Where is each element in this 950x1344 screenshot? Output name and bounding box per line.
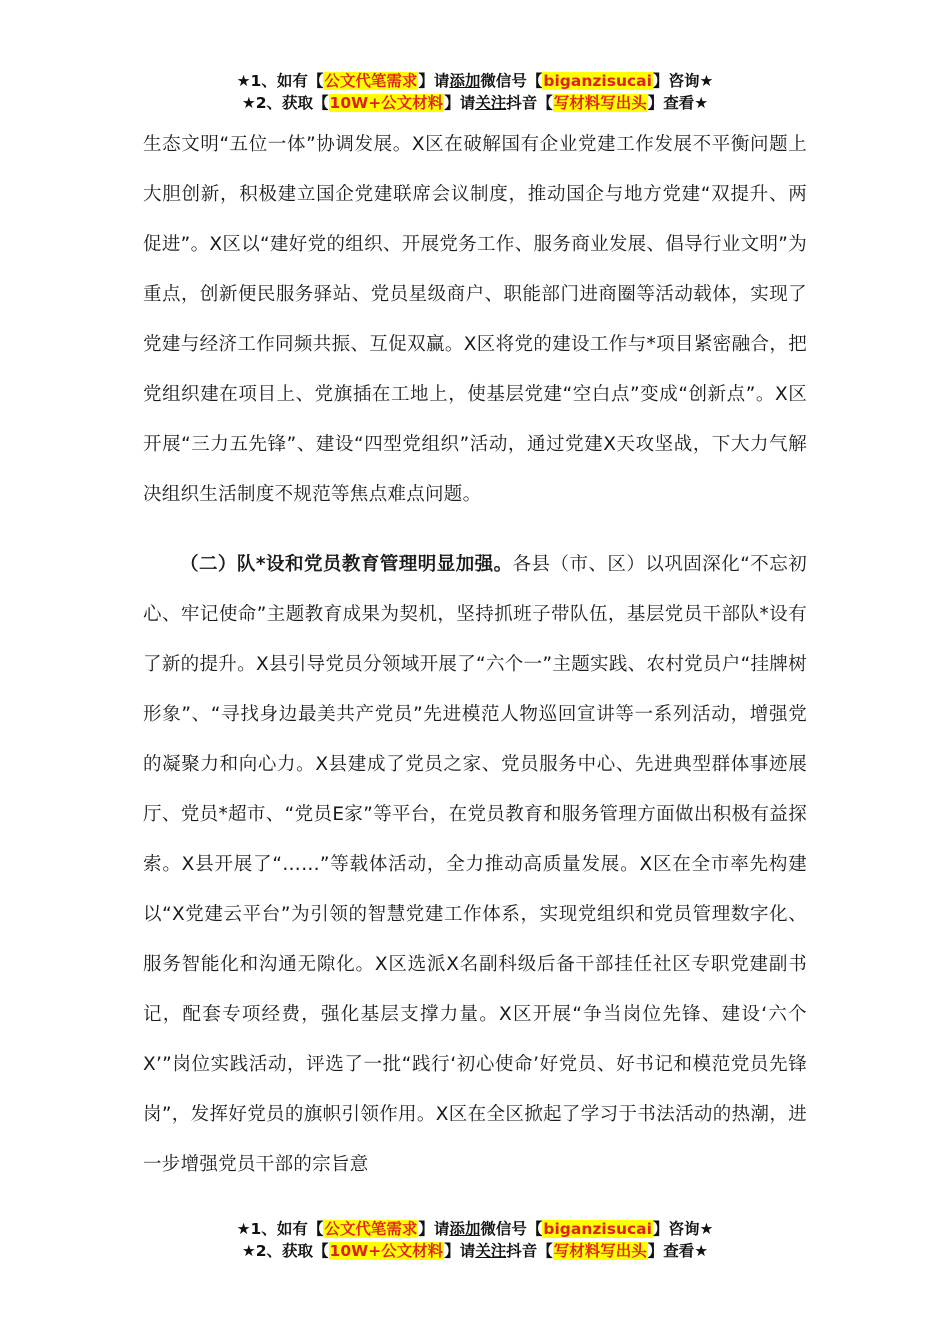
banner-text: ★2、获取【 <box>241 94 329 112</box>
banner-text: 抖音【 <box>506 94 553 112</box>
highlight-wechat-id: biganzisucai <box>543 72 652 90</box>
highlight-materials: 10W+公文材料 <box>329 1242 444 1260</box>
banner-text: 微信号【 <box>480 72 543 90</box>
underlined-text: 添加 <box>449 1220 481 1238</box>
underlined-text: 添加 <box>449 72 481 90</box>
banner-text: ★1、如有【 <box>236 1220 324 1238</box>
banner-line-2 <box>0 92 950 114</box>
banner-text: 】请 <box>418 1220 450 1238</box>
banner-text: 微信号【 <box>480 1220 543 1238</box>
highlight-service: 公文代笔需求 <box>324 72 418 90</box>
section-heading: （二）队*设和党员教育管理明显加强。 <box>180 554 513 575</box>
banner-line-1 <box>0 70 950 92</box>
footer-banner <box>0 1218 950 1262</box>
banner-text: 】查看★ <box>647 1242 709 1260</box>
banner-text: ★2、获取【 <box>241 1242 329 1260</box>
header-banner <box>0 70 950 114</box>
highlight-douyin-account: 写材料写出头 <box>553 1242 647 1260</box>
highlight-douyin-account: 写材料写出头 <box>553 94 647 112</box>
banner-text: 】咨询★ <box>652 1220 714 1238</box>
paragraph-1: 生态文明“五位一体”协调发展。X区在破解国有企业党建工作发展不平衡问题上大胆创新，积极建立国企党建联席会议制度，推动国企与地方党建“双提升、两促进”。X区以“建好党的组织、开展党务工作、服务商业发展、倡导行业文明”为重点，创新便民服务驿站、党员星级商户、职能部门进商圈等活动载体，实现了党建与经济工作同频共振、互促双赢。X区将党的建设工作与*项目紧密融合，把党组织建在项目上、党旗插在工地上，使基层党建“空白点”变成“创新点”。X区开展“三力五先锋”、建设“四型党组织”活动，通过党建X天攻坚战，下大力气解决组织生活制度不规范等焦点难点问题。 <box>143 134 807 505</box>
highlight-service: 公文代笔需求 <box>324 1220 418 1238</box>
highlight-materials: 10W+公文材料 <box>329 94 444 112</box>
banner-text: 】请 <box>444 1242 476 1260</box>
banner-text: ★1、如有【 <box>236 72 324 90</box>
banner-text: 】请 <box>444 94 476 112</box>
paragraph-2 <box>143 540 807 1190</box>
banner-text: 】请 <box>418 72 450 90</box>
underlined-text: 关注 <box>475 94 507 112</box>
banner-line-2 <box>0 1240 950 1262</box>
underlined-text: 关注 <box>475 1242 507 1260</box>
paragraph-2-text: 各县（市、区）以巩固深化“不忘初心、牢记使命”主题教育成果为契机，坚持抓班子带队伍，基层党员干部队*设有了新的提升。X县引导党员分领域开展了“六个一”主题实践、农村党员户“挂牌树形象”、“寻找身边最美共产党员”先进模范人物巡回宣讲等一系列活动，增强党的凝聚力和向心力。X县建成了党员之家、党员服务中心、先进典型群体事迹展厅、党员*超市、“党员E家”等平台，在党员教育和服务管理方面做出积极有益探索。X县开展了“……”等载体活动，全力推动高质量发展。X区在全市率先构建以“X党建云平台”为引领的智慧党建工作体系，实现党组织和党员管理数字化、服务智能化和沟通无隙化。X区选派X名副科级后备干部挂任社区专职党建副书记，配套专项经费，强化基层支撑力量。X区开展“争当岗位先锋、建设‘六个X’”岗位实践活动，评选了一批“践行‘初心使命’好党员、好书记和模范党员先锋岗”，发挥好党员的旗帜引领作用。X区在全区掀起了学习于书法活动的热潮，进一步增强党员干部的宗旨意 <box>143 554 807 1175</box>
banner-text: 】查看★ <box>647 94 709 112</box>
banner-text: 】咨询★ <box>652 72 714 90</box>
document-body <box>143 120 807 1190</box>
banner-text: 抖音【 <box>506 1242 553 1260</box>
banner-line-1 <box>0 1218 950 1240</box>
highlight-wechat-id: biganzisucai <box>543 1220 652 1238</box>
